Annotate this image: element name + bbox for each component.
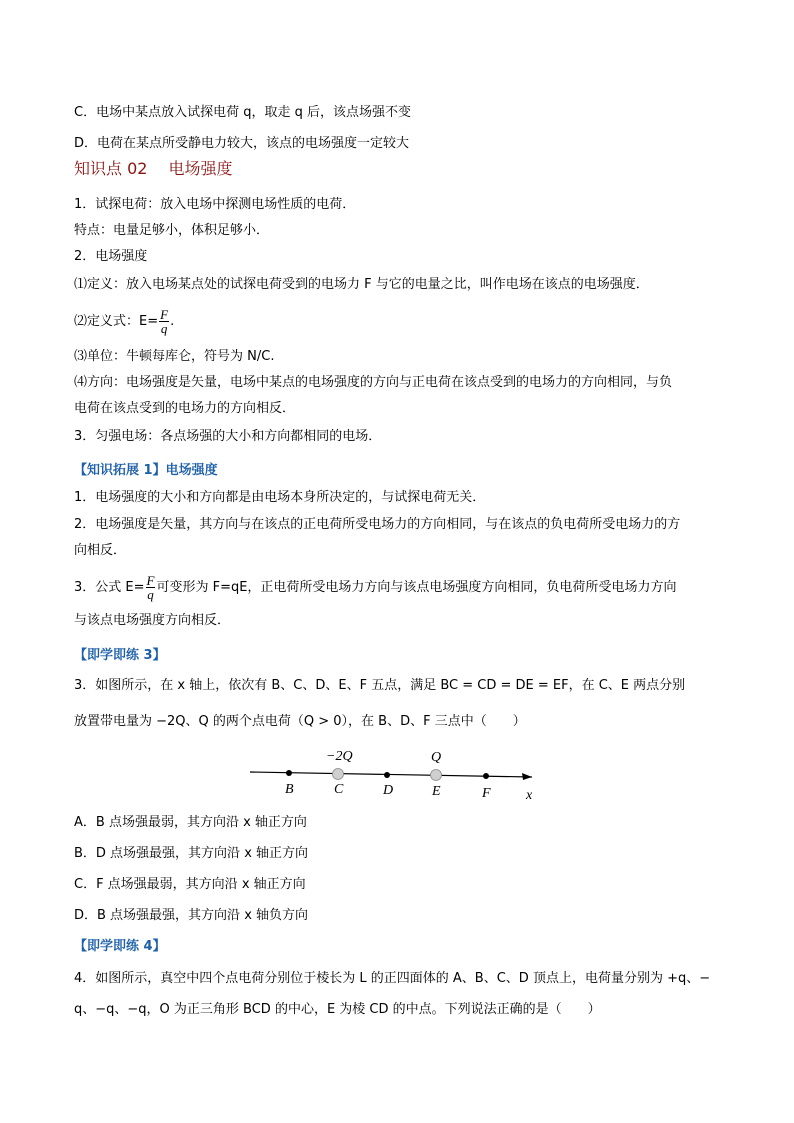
fraction-numerator: F	[146, 573, 155, 588]
option-a: A．B 点场强最弱，其方向沿 x 轴正方向	[74, 815, 307, 830]
formula-fraction	[159, 308, 169, 335]
question-3-line-2: 放置带电量为 −2Q、Q 的两个点电荷（Q > 0），在 B、D、F 三点中（ ）	[74, 714, 526, 729]
extension-3-fraction	[146, 574, 156, 601]
unit-line: ⑶单位：牛顿每库仑，符号为 N/C.	[74, 349, 275, 364]
x-axis-arrow	[522, 773, 532, 780]
label-c: C	[334, 782, 344, 797]
exercise-3-title: 【即学即练 3】	[74, 648, 166, 663]
formula-suffix: .	[170, 314, 175, 329]
option-d: D．B 点场强最强，其方向沿 x 轴负方向	[74, 908, 309, 923]
option-c-line: C．电场中某点放入试探电荷 q，取走 q 后，该点场强不变	[74, 105, 411, 120]
exercise-4-title: 【即学即练 4】	[74, 939, 166, 954]
extension-title: 【知识拓展 1】电场强度	[74, 463, 218, 478]
option-b: B．D 点场强最强，其方向沿 x 轴正方向	[74, 846, 309, 861]
point-b	[286, 770, 292, 776]
fraction-numerator: F	[160, 307, 169, 322]
direction-line-1: ⑷方向：电场强度是矢量，电场中某点的电场强度的方向与正电荷在该点受到的电场力的方向相同，与负	[74, 375, 673, 390]
extension-3-line	[74, 574, 676, 601]
label-charge-e: Q	[431, 750, 442, 765]
option-c: C．F 点场强最弱，其方向沿 x 轴正方向	[74, 877, 306, 892]
uniform-field-line: 3．匀强电场：各点场强的大小和方向都相同的电场．	[74, 429, 382, 444]
fraction-denominator: q	[147, 587, 154, 602]
label-f: F	[482, 786, 491, 801]
direction-line-2: 电荷在该点受到的电场力的方向相反．	[74, 401, 296, 416]
extension-3b: 与该点电场强度方向相反．	[74, 613, 231, 628]
extension-1: 1．电场强度的大小和方向都是由电场本身所决定的，与试探电荷无关．	[74, 490, 486, 505]
label-d: D	[383, 783, 394, 798]
point-f	[483, 773, 489, 779]
label-x: x	[526, 788, 533, 803]
charge-c	[333, 769, 344, 780]
formula-prefix: ⑵定义式：E=	[74, 314, 159, 329]
paragraph-3: 2．电场强度	[74, 249, 148, 264]
extension-2b: 向相反．	[74, 543, 127, 558]
section-heading: 知识点 02 电场强度	[74, 159, 233, 178]
formula-line	[74, 308, 174, 335]
question-4-line-1: 4．如图所示，真空中四个点电荷分别位于棱长为 L 的正四面体的 A、B、C、D 顶点上，电荷量分别为 +q、−	[74, 971, 711, 986]
extension-2a: 2．电场强度是矢量，其方向与在该点的正电荷所受电场力的方向相同，与在该点的负电荷所受电场力的方	[74, 517, 681, 532]
option-d-line: D．电荷在某点所受静电力较大，该点的电场强度一定较大	[74, 136, 410, 151]
paragraph-1: 1．试探电荷：放入电场中探测电场性质的电荷．	[74, 197, 356, 212]
label-charge-c: −2Q	[326, 749, 353, 764]
point-d	[384, 772, 390, 778]
charge-e	[431, 770, 442, 781]
question-3-line-1: 3．如图所示，在 x 轴上，依次有 B、C、D、E、F 五点，满足 BC = CD = DE = EF，在 C、E 两点分别	[74, 678, 686, 693]
axis-figure	[250, 745, 540, 805]
label-e: E	[432, 784, 441, 799]
definition-line: ⑴定义：放入电场某点处的试探电荷受到的电场力 F 与它的电量之比，叫作电场在该点的电场强度．	[74, 277, 649, 292]
extension-3-suffix: 可变形为 F=qE，正电荷所受电场力方向与该点电场强度方向相同，负电荷所受电场力方向	[156, 580, 677, 595]
x-axis-line	[250, 772, 532, 777]
paragraph-2: 特点：电量足够小，体积足够小．	[74, 223, 270, 238]
question-4-line-2: q、−q、−q，O 为正三角形 BCD 的中心，E 为棱 CD 的中点。下列说法正确的是（ ）	[74, 1002, 601, 1017]
extension-3-prefix: 3．公式 E=	[74, 580, 145, 595]
label-b: B	[285, 782, 294, 797]
fraction-denominator: q	[160, 321, 168, 336]
